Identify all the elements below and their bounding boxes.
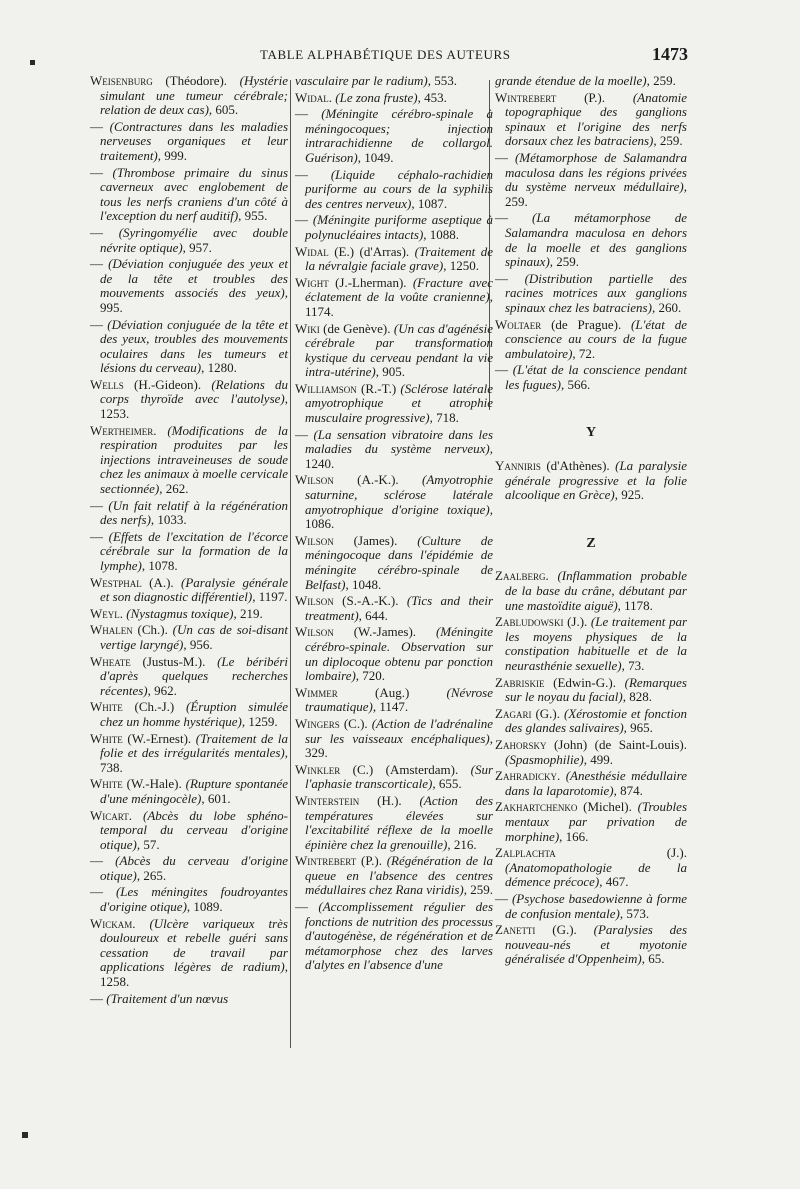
author-name: — [495, 890, 508, 906]
author-details [508, 210, 532, 225]
page-reference: , 259. [646, 73, 676, 88]
index-entry [495, 615, 687, 673]
page-reference: , 499. [583, 751, 613, 767]
article-title: (Un fait relatif à la régénération des nerfs) [100, 497, 288, 528]
author-name: Wight [295, 274, 329, 290]
page-reference: , 720. [355, 668, 386, 684]
author-name: Woltaer [495, 316, 542, 332]
index-entry [90, 166, 288, 224]
author-details: (Michel). [577, 799, 638, 815]
author-details: (Aug.) [337, 684, 447, 700]
author-details [308, 106, 321, 121]
index-entry [90, 655, 288, 699]
page-reference: , 1089. [186, 899, 223, 915]
author-name: — [295, 899, 308, 915]
author-name: — [495, 270, 508, 286]
author-name: Zagari [495, 705, 532, 721]
article-title: (Abcès du lobe sphéno-temporal du cerveau d'origine otique) [100, 807, 288, 852]
page-reference: , 956. [183, 636, 213, 652]
margin-mark [30, 60, 35, 65]
article-title: (Sclérose latérale amyotrophique et atrophie musculaire progressive) [305, 380, 493, 426]
page-reference: , 644. [358, 607, 388, 623]
author-details: (A.). [141, 574, 182, 590]
page-reference: , 995. [100, 285, 288, 315]
author-details: (Ch.-J.) [122, 699, 186, 715]
article-title: (Névrose traumatique) [305, 684, 493, 715]
index-entry [295, 382, 493, 426]
author-name: Wheate [90, 653, 131, 669]
author-name: — [295, 212, 308, 228]
author-name: — [495, 149, 508, 165]
author-name: — [90, 164, 103, 180]
author-name: — [295, 166, 308, 182]
index-entry [90, 623, 288, 652]
author-name: Zabriskie [495, 674, 545, 690]
page-header [88, 44, 688, 64]
author-details: (E.) (d'Arras). [328, 243, 415, 259]
article-title: (Rupture spontanée d'une méningocèle) [100, 776, 288, 806]
index-column-1 [90, 74, 288, 1008]
article-title: (Accomplissement régulier des fonctions de nutrition des processus d'autogénèse, de régénération et de métamorphose chez des larves d'alytes en l'absence d'une [305, 899, 493, 973]
article-title: (Fracture avec éclatement de la voûte cranienne) [305, 274, 493, 305]
author-details: . [132, 915, 150, 931]
article-title: (Paralysies des nouveau-nés et myotonie généralisée d'Oppenheim) [505, 922, 688, 967]
index-entry [90, 378, 288, 422]
author-name: — [90, 884, 103, 900]
author-name: — [295, 426, 308, 442]
author-name: — [90, 256, 103, 272]
author-details [508, 150, 515, 165]
index-entry [90, 607, 288, 622]
page-reference: , 1147. [372, 699, 409, 715]
column-rule [290, 80, 291, 1048]
index-entry [90, 318, 288, 376]
index-entry [90, 992, 288, 1007]
article-title: grande étendue de la moelle) [495, 73, 647, 88]
author-name: Wilson [295, 472, 334, 488]
index-entry [295, 74, 493, 89]
index-entry [90, 885, 288, 914]
author-details: (Justus-M.). [130, 653, 218, 669]
article-title: (Éruption simulée chez un homme hystérique) [100, 699, 288, 729]
page-reference: , 1197. [252, 589, 288, 605]
article-title: (Remarques sur le noyau du facial) [505, 674, 687, 705]
author-details: (P.). [556, 89, 633, 105]
page-reference: , 718. [429, 410, 459, 426]
author-details: (J.). [563, 614, 591, 630]
index-entry [90, 777, 288, 806]
index-entry [295, 686, 493, 715]
index-entry [90, 226, 288, 255]
author-name: Zalplachta [495, 845, 556, 861]
page-reference: , 265. [136, 867, 167, 883]
author-name: Wickam [90, 915, 133, 931]
author-name: Wintrebert [295, 853, 357, 869]
index-entry [495, 459, 687, 503]
author-name: — [495, 210, 508, 226]
page-reference: , 72. [572, 345, 596, 361]
article-title: (Thrombose primaire du sinus caverneux avec englobement de tous les nerfs craniens d'un côté à l'exception du nerf auditif) [100, 164, 289, 224]
author-name: Wimmer [295, 684, 338, 700]
page-reference: , 553. [427, 73, 457, 88]
page-reference: , 1253. [100, 391, 288, 422]
article-title: (Anesthésie médullaire dans la laparotomie) [505, 768, 687, 798]
author-name: Zabludowski [495, 614, 564, 630]
index-entry [495, 676, 687, 705]
author-name: — [90, 118, 103, 134]
article-title: vasculaire par le radium) [295, 73, 428, 88]
index-entry [295, 428, 493, 472]
article-title: (Xérostomie et fonction des glandes salivaires) [505, 705, 688, 736]
page-reference: , 999. [157, 147, 188, 163]
page-reference: , 905. [375, 364, 406, 380]
author-name: — [90, 316, 103, 332]
index-entry [90, 120, 288, 164]
article-title: (Déviation conjuguée des yeux et de la tête et troubles des mouvements associés des yeux) [100, 256, 288, 301]
running-title: TABLE ALPHABÉTIQUE DES AUTEURS [260, 47, 511, 62]
author-name: Winterstein [295, 792, 360, 808]
author-name: Westphal [90, 574, 142, 590]
article-title: (Nystagmus toxique) [126, 605, 234, 621]
page-reference: , 1048. [345, 576, 382, 592]
index-entry [495, 318, 687, 362]
index-entry [295, 276, 493, 320]
article-title: (Le traitement par les moyens physiques de la constipation habituelle et de la neurasthénie sexuelle) [505, 614, 688, 673]
author-name: Winkler [295, 761, 341, 777]
article-title: (Méningite puriforme aseptique à polynucléaires intacts) [305, 212, 494, 242]
index-entry [295, 245, 493, 274]
article-title: (Le béribéri d'après quelques recherches récentes) [100, 653, 288, 698]
page-reference: , 601. [201, 790, 231, 806]
index-entry [295, 763, 493, 792]
author-details: . [556, 768, 566, 784]
author-name: Weisenburg [90, 73, 153, 88]
author-details: . [153, 422, 168, 438]
index-entry [295, 322, 493, 380]
page-reference: , 1178. [617, 597, 653, 613]
margin-mark [22, 1132, 28, 1138]
author-details: (James). [333, 532, 418, 548]
page-reference: , 962. [147, 682, 177, 698]
page-reference: , 262. [159, 481, 189, 497]
article-title: (La métamorphose de Salamandra maculosa en dehors de la moelle et des ganglions spinaux) [505, 210, 687, 270]
page-number: 1473 [652, 44, 688, 64]
index-entry [495, 707, 687, 736]
author-name: Wertheimer [90, 422, 154, 438]
article-title: (Syringomyélie avec double névrite optique) [100, 224, 288, 255]
author-name: Wiki [295, 320, 320, 336]
author-details: (A.-K.). [333, 472, 422, 488]
index-entry [295, 594, 493, 623]
author-details: (W.-Ernest). [122, 730, 196, 746]
section-letter-z: Z [586, 535, 596, 551]
author-details: (Edwin-G.). [544, 674, 625, 690]
article-title: (Tics and their treatment) [305, 593, 493, 623]
index-entry [495, 923, 687, 967]
page-reference: , 655. [432, 776, 462, 792]
author-details: (J.-Lherman). [328, 274, 413, 290]
article-title: (Anatomopathologie de la démence précoce) [505, 859, 687, 890]
index-entry [495, 846, 687, 890]
page-reference: , 1049. [357, 149, 394, 165]
author-name: Zahradicky [495, 768, 557, 784]
article-title: (Sur l'aphasie transcorticale) [305, 761, 493, 792]
page-reference: , 738. [100, 745, 288, 775]
page-reference: , 1086. [305, 501, 493, 532]
author-name: Wells [90, 376, 124, 392]
author-name: Wicart [90, 807, 129, 823]
author-details [308, 167, 331, 182]
page-reference: , 1240. [305, 441, 493, 471]
article-title: (Amyotrophie saturnine, sclérose latérale amyotrophique d'origine toxique) [305, 472, 493, 517]
index-column-3 [495, 74, 687, 969]
page-reference: , 219. [233, 605, 263, 621]
index-entry [295, 213, 493, 242]
index-entry [495, 800, 687, 844]
article-title: (Modifications de la respiration produites par les injections intraveineuses de soude chez les animaux à moelle cervicale sectionnée) [100, 422, 288, 497]
entries-z [495, 569, 687, 966]
page-reference: , 467. [599, 874, 629, 890]
page-reference: , 605. [208, 102, 239, 118]
article-title: (Liquide céphalo-rachidien puriforme au cours de la syphilis des centres nerveux) [305, 166, 494, 211]
page-reference: , 65. [641, 951, 665, 967]
author-details: (P.). [356, 853, 387, 869]
index-entry [295, 168, 493, 212]
author-name: Widal [295, 89, 329, 105]
page-reference: , 957. [182, 239, 212, 255]
index-entry [295, 794, 493, 852]
page-reference: , 965. [623, 720, 653, 736]
article-title: (Distribution partielle des racines motrices aux ganglions spinaux chez les batraciens) [505, 270, 687, 315]
author-details: (de Genève). [319, 320, 394, 336]
index-entry [495, 74, 687, 89]
article-title: (Anatomie topographique des ganglions spinaux et l'origine des nerfs dorsaux chez les batraciens) [505, 89, 687, 149]
index-entry [295, 625, 493, 683]
page-reference: , 1259. [241, 713, 278, 729]
author-details: (J.). [555, 845, 687, 861]
page-reference: , 259. [653, 133, 683, 149]
author-details [103, 853, 115, 868]
article-title: (Ulcère variqueux très douloureux et rebelle guéri sans cessation de travail par applications légères de radium) [100, 915, 288, 975]
index-entry [90, 700, 288, 729]
author-details: (H.). [359, 792, 420, 808]
index-entry [295, 534, 493, 592]
index-entry [495, 91, 687, 149]
page-reference: , 260. [651, 299, 682, 315]
page-reference: , 1250. [443, 258, 480, 274]
article-title: (Culture de méningocoque dans l'épidémie de méningite cérébro-spinale de Belfast) [305, 532, 494, 592]
author-name: Zaalberg [495, 568, 546, 584]
author-name: — [495, 362, 508, 378]
index-entry [295, 107, 493, 165]
article-title: (Méningite cérébro-spinale. Observation sur un diplocoque obtenu par ponction lombaire) [305, 624, 493, 684]
author-details [103, 119, 110, 134]
author-details: . [119, 605, 127, 621]
entries-y [495, 459, 687, 503]
entries-w [495, 74, 687, 392]
index-entry [295, 473, 493, 531]
article-title: (Paralysie générale et son diagnostic différentiel) [100, 574, 288, 605]
article-title: (Un cas de soi-disant vertige laryngé) [100, 622, 288, 652]
article-title: (Psychose basedowienne à forme de confusion mentale) [505, 890, 687, 921]
author-name: White [90, 699, 123, 715]
author-details: (G.). [531, 705, 564, 721]
author-details: . [545, 568, 558, 584]
author-details [508, 271, 525, 286]
article-title: (Effets de l'excitation de l'écorce cérébrale sur la formation de la lymphe) [100, 528, 288, 573]
article-title: (Action de l'adrénaline sur les vaisseaux encéphaliques) [305, 715, 493, 746]
index-entry [495, 151, 687, 209]
index-entry [90, 854, 288, 883]
index-entry [495, 569, 687, 613]
author-name: Zanetti [495, 922, 536, 938]
author-details: (S.-A.-K.). [333, 593, 407, 609]
author-name: — [90, 528, 103, 544]
index-entry [495, 211, 687, 269]
author-name: — [90, 853, 103, 869]
author-details: (W.-James). [333, 624, 436, 640]
index-entry [295, 91, 493, 106]
index-entry [495, 892, 687, 921]
article-title: (Méningite cérébro-spinale à méningocoques; injection intrarachidienne de collargol. Guérison) [305, 106, 493, 165]
article-title: (Inflammation probable de la base du crâne, débutant par une mastoïdite aiguë) [505, 568, 688, 613]
author-name: Williamson [295, 380, 357, 396]
article-title: (Action des températures élevées sur l'excitabilité réflexe de la moelle épinière chez la grenouille) [305, 792, 494, 852]
author-details [103, 225, 119, 240]
index-entry [90, 809, 288, 853]
article-title: (Métamorphose de Salamandra maculosa dans les régions privées du système nerveux médullaire) [505, 149, 687, 195]
author-details [103, 884, 116, 899]
article-title: (Spasmophilie) [505, 751, 584, 767]
article-title: (Hystérie simulant une tumeur cérébrale; relation de deux cas) [100, 73, 288, 118]
index-entry [90, 74, 288, 118]
author-details: (Théodore). [152, 73, 240, 88]
page-reference: , 573. [619, 905, 650, 921]
author-details: (G.). [535, 922, 594, 938]
article-title: (Traitement d'un nœvus [106, 990, 229, 1006]
page-reference: , 566. [560, 376, 591, 392]
index-entry [495, 738, 687, 767]
page-reference: , 1280. [201, 360, 237, 376]
author-name: — [90, 497, 103, 513]
author-details: (d'Athènes). [540, 458, 616, 474]
article-title: (Traitement de la névralgie faciale grave) [305, 243, 493, 274]
author-name: Wingers [295, 715, 340, 731]
page-reference: , 329. [305, 730, 493, 761]
index-column-2 [295, 74, 493, 975]
page-reference: , 828. [622, 689, 652, 705]
article-title: (Troubles mentaux par privation de morphine) [505, 799, 687, 844]
article-title: (La sensation vibratoire dans les maladies du système nerveux) [305, 426, 494, 457]
author-name: Wilson [295, 532, 334, 548]
author-name: — [295, 106, 308, 122]
index-entry [90, 576, 288, 605]
author-name: — [90, 224, 103, 240]
author-details: (H.-Gideon). [123, 376, 212, 392]
page-reference: , 1078. [141, 558, 178, 573]
page-reference: , 259. [549, 254, 580, 270]
page-reference: , 453. [417, 89, 447, 105]
author-details: . [128, 807, 144, 823]
author-name: Wilson [295, 624, 334, 640]
article-title: (Abcès du cerveau d'origine otique) [100, 853, 289, 883]
author-name: Whalen [90, 622, 133, 638]
article-title: (Régénération de la queue en l'absence des centres médullaires chez Rana viridis) [305, 853, 493, 898]
article-title: (Un cas d'agénésie cérébrale par transformation kystique du cerveau pendant la vie intra-utérine) [305, 320, 493, 380]
index-entry [495, 769, 687, 798]
article-title: (Les méningites foudroyantes d'origine otique) [100, 884, 288, 915]
author-details: (W.-Hale). [122, 776, 186, 792]
index-entry [90, 424, 288, 497]
author-details [308, 899, 318, 914]
index-entry [295, 854, 493, 898]
article-title: (Le zona fruste) [335, 89, 418, 105]
page-reference: , 1087. [411, 195, 448, 211]
author-name: Zakhartchenko [495, 799, 578, 815]
author-name: Wilson [295, 593, 334, 609]
index-entry [495, 363, 687, 392]
page-reference: , 216. [447, 836, 477, 852]
author-name: White [90, 730, 123, 746]
index-entry [295, 717, 493, 761]
author-details: (Ch.). [132, 622, 173, 638]
index-entry [495, 272, 687, 316]
article-title: (Traitement de la folie et des irrégularités mentales) [100, 730, 288, 761]
author-details: (de Prague). [541, 316, 632, 332]
page-reference: , 955. [238, 208, 268, 224]
page-reference: , 259. [505, 179, 687, 209]
page-reference: , 1033. [150, 512, 187, 528]
article-title: (Déviation conjuguée de la tête et des yeux, troubles des mouvements oculaires dans les tumeurs et lésions du cerveau) [100, 316, 289, 376]
author-details: . [328, 89, 336, 105]
author-details: (C.). [339, 715, 372, 731]
page-reference: , 1258. [100, 959, 288, 990]
article-title: (L'état de conscience au cours de la fugue ambulatoire) [505, 316, 687, 361]
article-title: (L'état de la conscience pendant les fugues) [505, 362, 687, 392]
page-reference: , 73. [621, 658, 645, 673]
index-entry [90, 917, 288, 990]
author-name: Wintrebert [495, 89, 557, 105]
index-entry [90, 732, 288, 776]
article-title: (Contractures dans les maladies nerveuses organiques et leur traitement) [100, 118, 289, 163]
author-details: (R.-T.) [356, 380, 401, 396]
page-reference: , 925. [614, 487, 644, 503]
article-title: (La paralysie générale progressive et la folie alcoolique en Grèce) [505, 458, 687, 503]
section-letter-y: Y [585, 425, 597, 441]
page-reference: , 166. [559, 828, 589, 844]
index-entry [90, 530, 288, 574]
page-reference: , 1174. [305, 289, 493, 319]
page-reference: , 874. [613, 782, 643, 798]
page-reference: , 259. [463, 882, 493, 898]
index-entry [90, 499, 288, 528]
page-reference: , 1088. [423, 226, 460, 242]
author-name: Zahorsky [495, 736, 547, 752]
author-details: (John) (de Saint-Louis). [546, 736, 687, 752]
author-name: Weyl [90, 605, 120, 621]
article-title: (Relations du corps thyroïde avec l'autolyse) [100, 376, 288, 407]
index-entry [295, 900, 493, 973]
author-name: — [90, 990, 103, 1006]
author-name: White [90, 776, 123, 792]
index-entry [90, 257, 288, 315]
author-name: Yanniris [495, 458, 541, 474]
author-details: (C.) (Amsterdam). [340, 761, 471, 777]
author-name: Widal [295, 243, 329, 259]
page-reference: , 57. [136, 836, 160, 852]
